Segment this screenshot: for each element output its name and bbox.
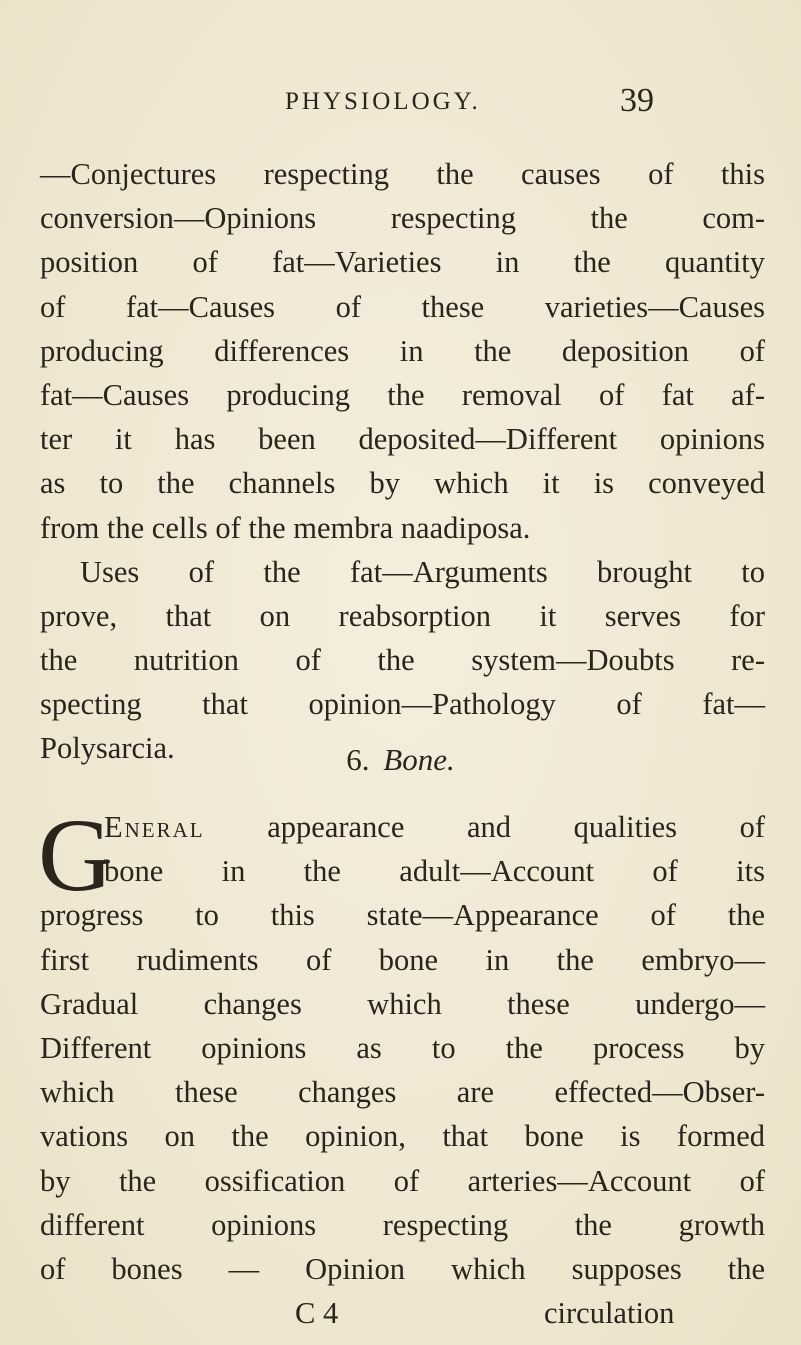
section-number: 6. [346,742,370,777]
page-number: 39 [620,82,654,119]
page-header [0,82,801,122]
text-line: from the cells of the membra naadiposa. [40,510,531,545]
text-line: fat—Causes producing the removal of fat af- [40,377,765,412]
text-line: Different opinions as to the process by [40,1030,765,1065]
text-line: prove, that on reabsorption it serves for [40,598,765,633]
signature-mark: C 4 [295,1296,339,1331]
text-line: Gradual changes which these undergo— [40,986,765,1021]
text-line: specting that opinion—Pathology of fat— [40,687,765,722]
text-line: Uses of the fat—Arguments brought to [80,554,765,589]
text-line: as to the channels by which it is conveyed [40,466,765,501]
text-line-first [40,805,765,849]
text-line: which these changes are effected—Obser- [40,1075,765,1110]
text-line: different opinions respecting the growth [40,1207,765,1242]
drop-cap: G [38,798,114,913]
text-line: first rudiments of bone in the embryo— [40,942,765,977]
paragraph-bone-summary [38,798,766,1335]
section-heading [0,742,801,778]
text-line: of fat—Causes of these varieties—Causes [40,289,765,324]
footer-line [40,1291,765,1335]
text-line: the nutrition of the system—Doubts re- [40,643,765,678]
first-line-text: appearance and qualities of [267,810,766,844]
paragraph-fat-summary [40,152,765,771]
text-line: conversion—Opinions respecting the com- [40,201,765,236]
first-word-small-caps: Eneral [104,810,205,844]
text-line: position of fat—Varieties in the quantity [40,245,765,280]
text-line: bone in the adult—Account of its [104,854,765,889]
text-line: vations on the opinion, that bone is formed [40,1119,765,1154]
catchword: circulation [544,1296,675,1331]
text-line: of bones — Opinion which supposes the [40,1251,765,1286]
text-line: progress to this state—Appearance of the [40,898,765,933]
text-line: producing differences in the deposition of [40,333,765,368]
running-head: PHYSIOLOGY. [285,88,481,115]
text-line: —Conjectures respecting the causes of this [40,157,765,191]
text-line: Polysarcia. [40,731,175,766]
text-line: ter it has been deposited—Different opinions [40,422,765,457]
section-title: Bone. [383,742,455,777]
text-line: by the ossification of arteries—Account of [40,1163,765,1198]
